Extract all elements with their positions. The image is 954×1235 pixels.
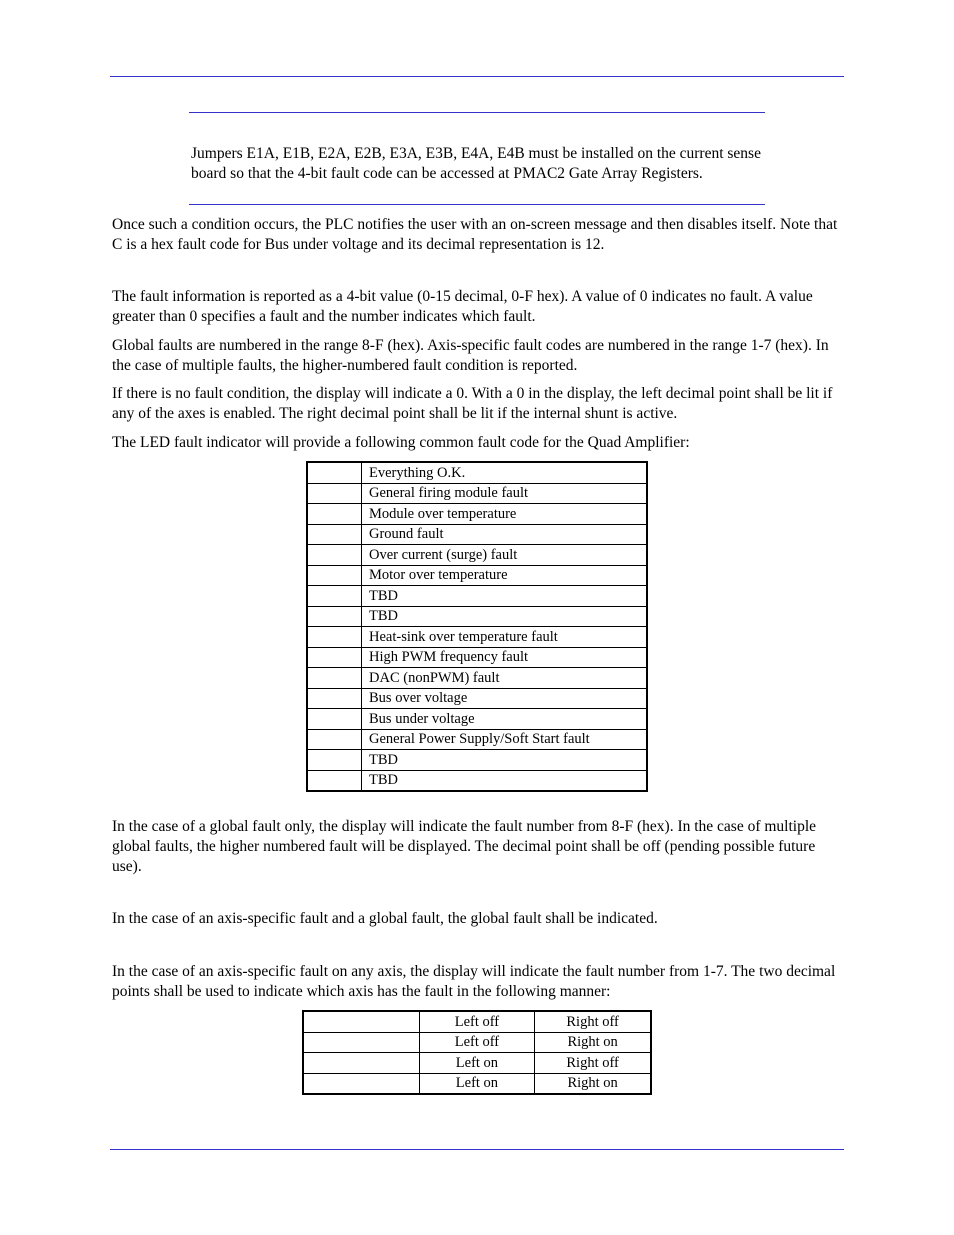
fault-description-cell: TBD <box>362 750 648 771</box>
fault-description-cell: TBD <box>362 770 648 791</box>
fault-description-cell: Bus under voltage <box>362 709 648 730</box>
footer-rule <box>110 1149 844 1150</box>
left-decimal-cell: Left on <box>419 1053 535 1074</box>
table-row <box>307 483 647 504</box>
right-decimal-cell: Right on <box>535 1073 651 1094</box>
axis-cell <box>303 1073 419 1094</box>
table-row <box>307 709 647 730</box>
fault-description-cell: Everything O.K. <box>362 462 648 483</box>
fault-code-cell <box>307 647 362 668</box>
axis-cell <box>303 1032 419 1053</box>
paragraph-plc-notice: Once such a condition occurs, the PLC notifies the user with an on-screen message and then disables itself. Note that C is a hex fault code for Bus under voltage and its decimal representation is 12. <box>112 216 838 253</box>
fault-description-cell: High PWM frequency fault <box>362 647 648 668</box>
table-row <box>307 524 647 545</box>
table-row <box>307 504 647 525</box>
right-decimal-cell: Right off <box>535 1011 651 1032</box>
fault-description-cell: Motor over temperature <box>362 565 648 586</box>
note-top-rule <box>189 112 765 113</box>
table-row <box>307 688 647 709</box>
fault-code-cell <box>307 606 362 627</box>
fault-code-cell <box>307 770 362 791</box>
fault-description-cell: Heat-sink over temperature fault <box>362 627 648 648</box>
table-row <box>307 668 647 689</box>
fault-description-cell: General firing module fault <box>362 483 648 504</box>
fault-code-cell <box>307 462 362 483</box>
table-row <box>307 462 647 483</box>
fault-code-cell <box>307 668 362 689</box>
right-decimal-cell: Right on <box>535 1032 651 1053</box>
axis-cell <box>303 1053 419 1074</box>
paragraph-global-faults: Global faults are numbered in the range 8-F (hex). Axis-specific fault codes are numbered in the range 1-7 (hex). In the case of multiple faults, the higher-numbered fault condition is reported. <box>112 337 829 374</box>
fault-code-cell <box>307 586 362 607</box>
left-decimal-cell: Left off <box>419 1032 535 1053</box>
fault-code-cell <box>307 483 362 504</box>
table-row <box>303 1011 651 1032</box>
axis-cell <box>303 1011 419 1032</box>
fault-code-cell <box>307 729 362 750</box>
table-row <box>307 586 647 607</box>
table-row <box>303 1073 651 1094</box>
header-rule <box>110 76 844 77</box>
table-row <box>307 750 647 771</box>
table-row <box>307 770 647 791</box>
fault-code-cell <box>307 750 362 771</box>
table-row <box>307 627 647 648</box>
paragraph-axis-and-global: In the case of an axis-specific fault and a global fault, the global fault shall be indicated. <box>112 910 658 927</box>
fault-code-cell <box>307 504 362 525</box>
table-row <box>303 1053 651 1074</box>
paragraph-global-only: In the case of a global fault only, the display will indicate the fault number from 8-F (hex). In the case of multiple global faults, the higher numbered fault will be displayed. The decimal point shall be off (pending possible future use). <box>112 818 817 875</box>
table-row <box>307 729 647 750</box>
fault-description-cell: Module over temperature <box>362 504 648 525</box>
fault-code-cell <box>307 688 362 709</box>
fault-code-cell <box>307 709 362 730</box>
paragraph-led-intro: The LED fault indicator will provide a following common fault code for the Quad Amplifier: <box>112 434 690 451</box>
left-decimal-cell: Left off <box>419 1011 535 1032</box>
fault-description-cell: Ground fault <box>362 524 648 545</box>
fault-code-cell <box>307 565 362 586</box>
fault-description-cell: General Power Supply/Soft Start fault <box>362 729 648 750</box>
fault-description-cell: DAC (nonPWM) fault <box>362 668 648 689</box>
right-decimal-cell: Right off <box>535 1053 651 1074</box>
paragraph-fault-format: The fault information is reported as a 4-bit value (0-15 decimal, 0-F hex). A value of 0 indicates no fault. A value greater than 0 specifies a fault and the number indicates which fault. <box>112 288 813 325</box>
fault-description-cell: TBD <box>362 606 648 627</box>
fault-code-cell <box>307 524 362 545</box>
fault-description-cell: TBD <box>362 586 648 607</box>
fault-code-table <box>306 461 648 792</box>
note-bottom-rule <box>189 204 765 205</box>
fault-code-cell <box>307 545 362 566</box>
jumper-note: Jumpers E1A, E1B, E2A, E2B, E3A, E3B, E4A, E4B must be installed on the current sense board so that the 4-bit fault code can be accessed at PMAC2 Gate Array Registers. <box>191 145 761 182</box>
table-row <box>307 545 647 566</box>
paragraph-axis-specific: In the case of an axis-specific fault on any axis, the display will indicate the fault number from 1-7. The two decimal points shall be used to indicate which axis has the fault in the following manner: <box>112 963 836 1000</box>
paragraph-no-fault: If there is no fault condition, the display will indicate a 0. With a 0 in the display, the left decimal point shall be lit if any of the axes is enabled. The right decimal point shall be lit if the internal shunt is active. <box>112 385 833 422</box>
fault-description-cell: Bus over voltage <box>362 688 648 709</box>
left-decimal-cell: Left on <box>419 1073 535 1094</box>
table-row <box>307 647 647 668</box>
fault-code-cell <box>307 627 362 648</box>
table-row <box>307 606 647 627</box>
table-row <box>303 1032 651 1053</box>
axis-indicator-table <box>302 1010 652 1095</box>
fault-description-cell: Over current (surge) fault <box>362 545 648 566</box>
table-row <box>307 565 647 586</box>
